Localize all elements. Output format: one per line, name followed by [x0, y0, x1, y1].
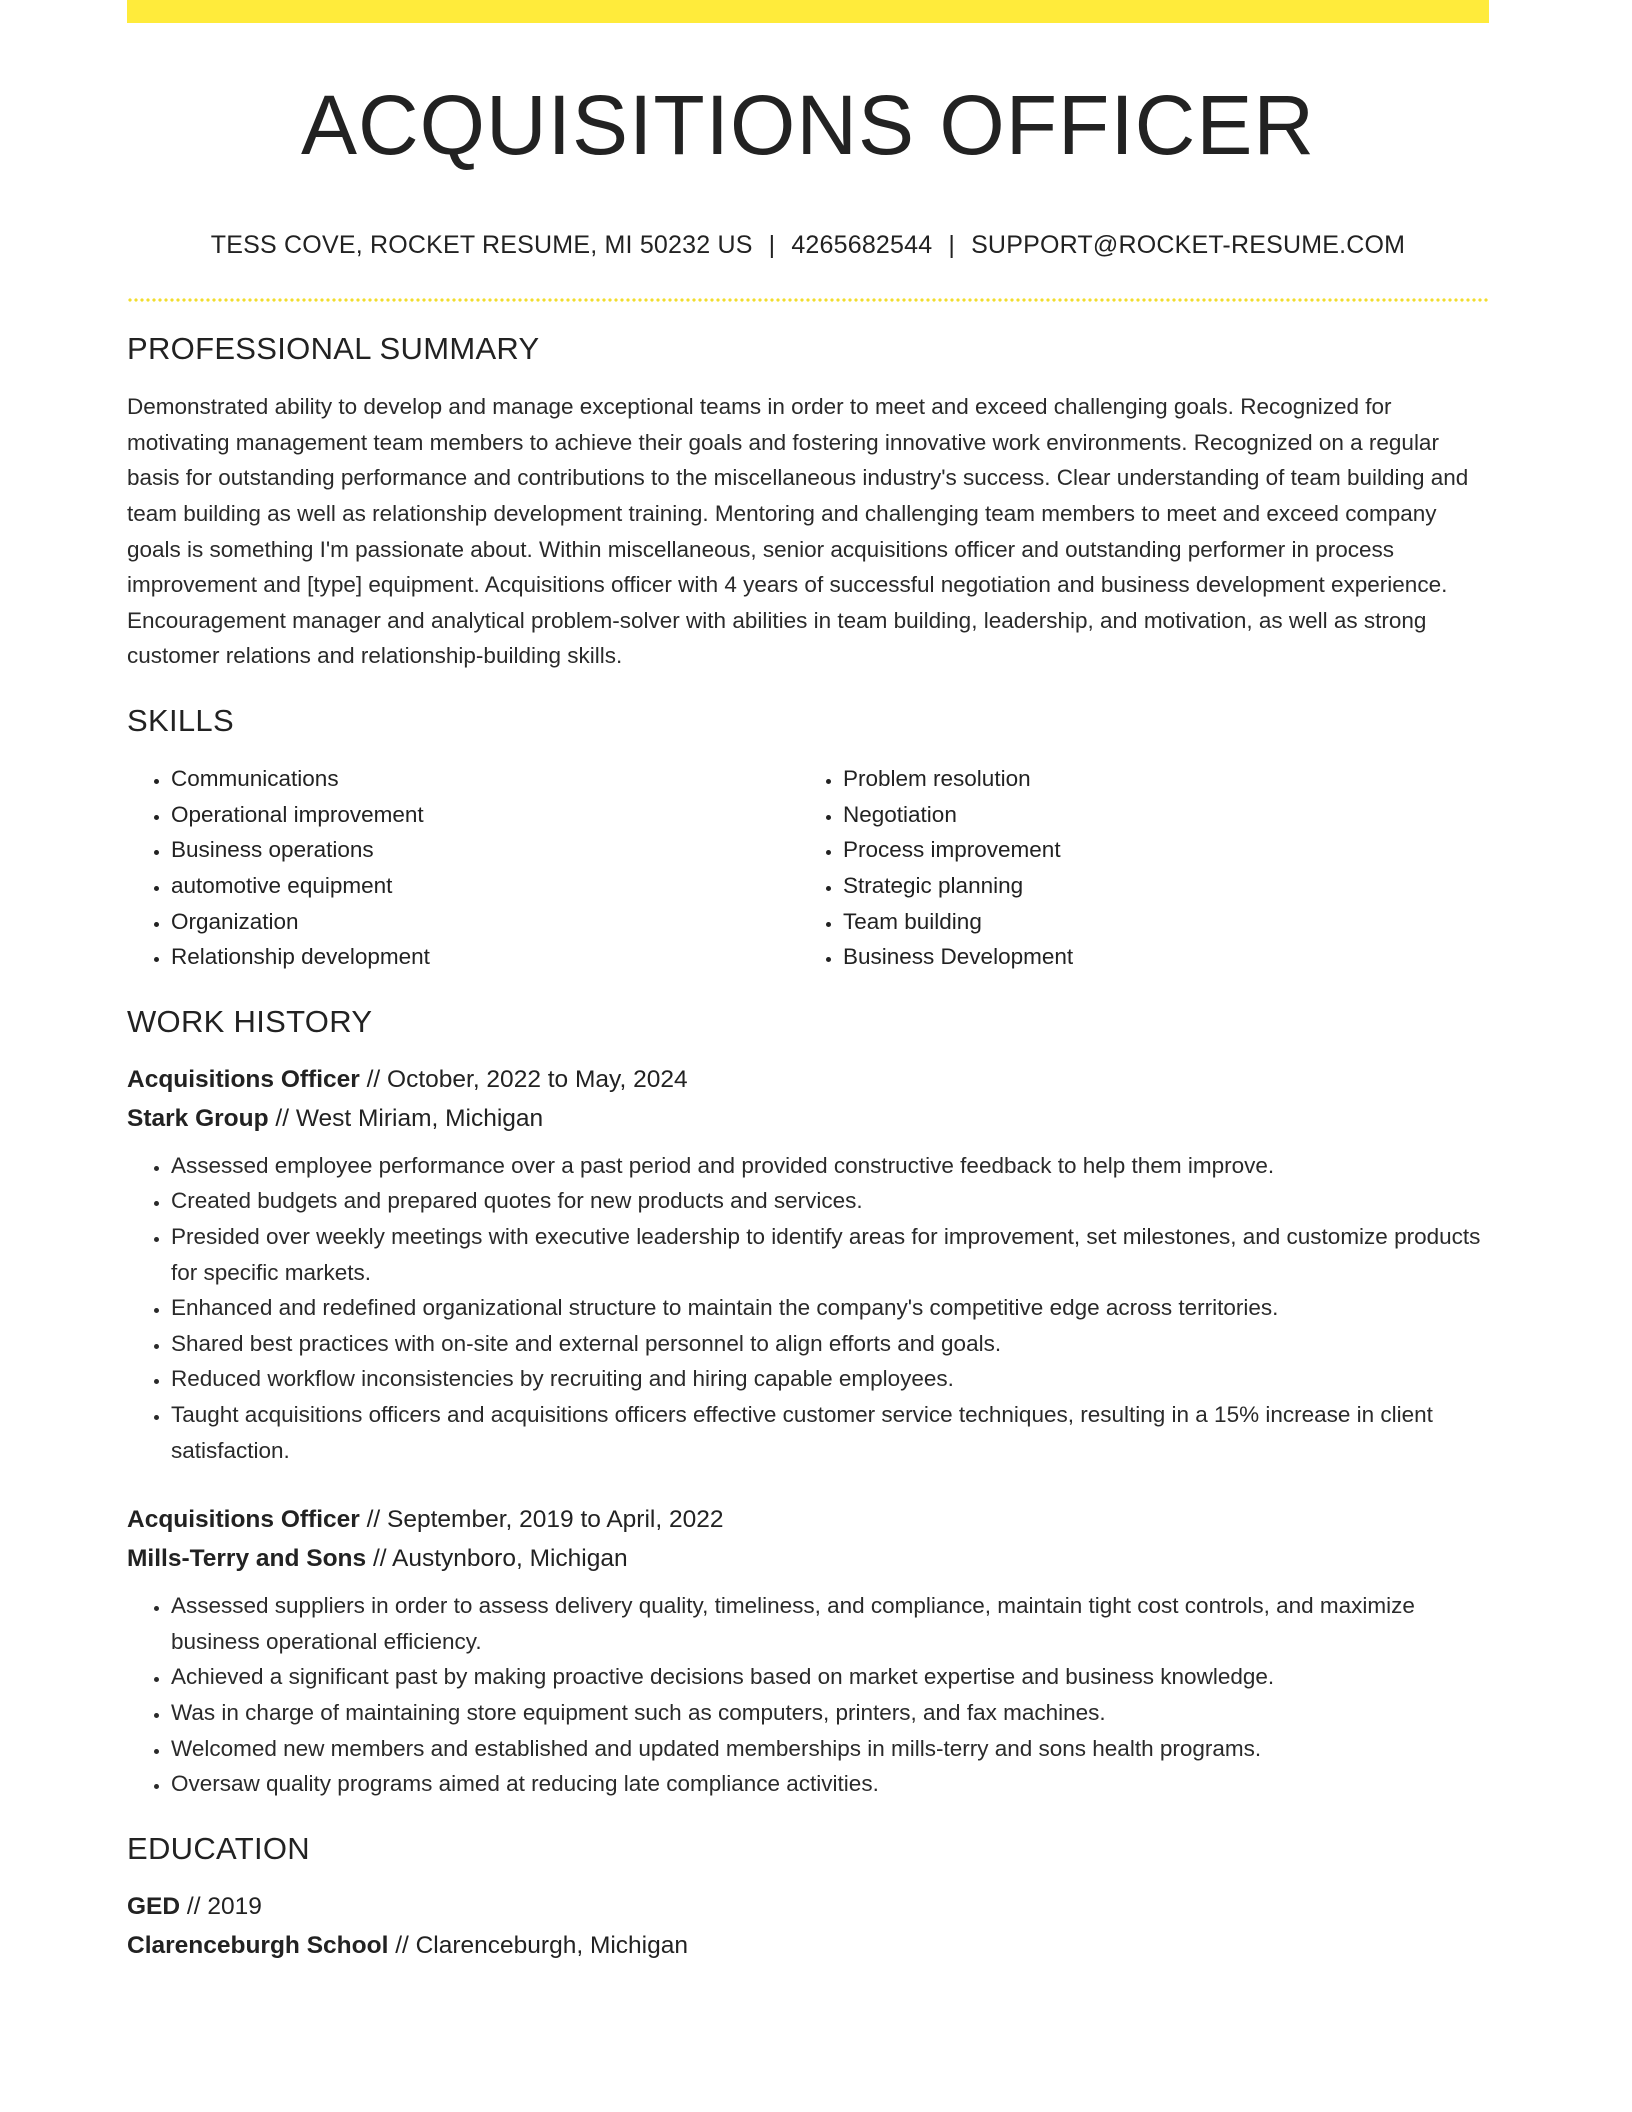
- skill-item: • Operational improvement: [171, 797, 799, 833]
- job-bullet: • Presided over weekly meetings with executive leadership to identify areas for improvement, set milestones, and customize products for specific markets.: [171, 1219, 1489, 1290]
- job-title-line: [127, 1500, 1489, 1539]
- job-title: Acquisitions Officer: [127, 1065, 360, 1093]
- skill-item: • Problem resolution: [843, 761, 1471, 797]
- school-line: [127, 1926, 1489, 1965]
- degree-year: // 2019: [180, 1892, 262, 1920]
- job-title-line: [127, 1060, 1489, 1099]
- job-bullet: • Reduced workflow inconsistencies by recruiting and hiring capable employees.: [171, 1361, 1489, 1397]
- job-bullet: • Created budgets and prepared quotes for new products and services.: [171, 1183, 1489, 1219]
- job-dates: // September, 2019 to April, 2022: [359, 1506, 724, 1534]
- education-entry: [127, 1887, 1489, 1965]
- job-bullet: • Assessed employee performance over a past period and provided constructive feedback to help them improve.: [171, 1148, 1489, 1184]
- job-company: Stark Group: [127, 1104, 269, 1132]
- skill-item: • Business Development: [843, 939, 1471, 975]
- work-history-section: [127, 1003, 1489, 1802]
- skills-column-left: [127, 761, 799, 975]
- contact-email[interactable]: SUPPORT@ROCKET-RESUME.COM: [971, 231, 1406, 259]
- education-section: [127, 1830, 1489, 1965]
- job-location: // West Miriam, Michigan: [268, 1104, 544, 1132]
- resume-title: ACQUISITIONS OFFICER: [300, 78, 1316, 172]
- summary-heading: PROFESSIONAL SUMMARY: [127, 331, 540, 366]
- skill-item: • Team building: [843, 904, 1471, 940]
- skill-item: • Business operations: [171, 832, 799, 868]
- summary-text: Demonstrated ability to develop and manage exceptional teams in order to meet and exceed challenging goals. Recognized for motivating management team members to achieve their goals and fostering innovative work environments. Recognized on a regular basis for outstanding performance and contributions to the miscellaneous industry's success. Clear understanding of team building and team building as well as relationship development training. Mentoring and challenging team members to meet and exceed company goals is something I'm passionate about. Within miscellaneous, senior acquisitions officer and outstanding performer in process improvement and [type] equipment. Acquisitions officer with 4 years of successful negotiation and business development experience. Encouragement manager and analytical problem-solver with abilities in team building, leadership, and motivation, as well as strong customer relations and relationship-building skills.: [127, 394, 1469, 669]
- degree-line: [127, 1887, 1489, 1926]
- contact-line: [127, 233, 1489, 258]
- job-bullet: • Shared best practices with on-site and external personnel to align efforts and goals.: [171, 1326, 1489, 1362]
- skill-item: • Process improvement: [843, 832, 1471, 868]
- skills-heading: SKILLS: [127, 702, 234, 738]
- contact-phone[interactable]: 4265682544: [791, 231, 933, 259]
- skill-item: • Strategic planning: [843, 868, 1471, 904]
- job-bullets: [127, 1148, 1489, 1468]
- education-heading: EDUCATION: [127, 1830, 310, 1866]
- job-bullet: • Enhanced and redefined organizational structure to maintain the company's competitive edge across territories.: [171, 1290, 1489, 1326]
- job-bullet: • Achieved a significant past by making proactive decisions based on market expertise and business knowledge.: [171, 1659, 1489, 1695]
- skill-item: • automotive equipment: [171, 868, 799, 904]
- resume-page: [127, 0, 1489, 1965]
- job-company-line: [127, 1099, 1489, 1138]
- job-entry: [127, 1500, 1489, 1802]
- job-bullets: [127, 1588, 1489, 1802]
- job-bullet: • Welcomed new members and established and updated memberships in mills-terry and sons health programs.: [171, 1731, 1489, 1767]
- job-entry: [127, 1060, 1489, 1468]
- school-name: Clarenceburgh School: [127, 1931, 389, 1959]
- contact-address: TESS COVE, ROCKET RESUME, MI 50232 US: [210, 231, 753, 259]
- job-bullet: • Was in charge of maintaining store equipment such as computers, printers, and fax machines.: [171, 1695, 1489, 1731]
- job-bullet: • Taught acquisitions officers and acquisitions officers effective customer service techniques, resulting in a 15% increase in client satisfaction.: [171, 1397, 1489, 1468]
- work-history-heading: WORK HISTORY: [127, 1003, 373, 1039]
- job-location: // Austynboro, Michigan: [366, 1545, 628, 1573]
- summary-section: [127, 330, 1489, 674]
- skills-list: [127, 761, 1489, 975]
- job-dates: // October, 2022 to May, 2024: [359, 1065, 688, 1093]
- skill-item: • Organization: [171, 904, 799, 940]
- dotted-divider: [127, 298, 1489, 302]
- job-title: Acquisitions Officer: [127, 1506, 360, 1534]
- job-company: Mills-Terry and Sons: [127, 1545, 367, 1573]
- skill-item: • Communications: [171, 761, 799, 797]
- top-accent-bar: [127, 0, 1489, 23]
- school-location: // Clarenceburgh, Michigan: [388, 1931, 688, 1959]
- skill-item: • Negotiation: [843, 797, 1471, 833]
- skills-section: [127, 702, 1489, 975]
- degree: GED: [127, 1892, 181, 1920]
- job-company-line: [127, 1539, 1489, 1578]
- job-bullet: • Assessed suppliers in order to assess delivery quality, timeliness, and compliance, maintain tight cost controls, and maximize business operational efficiency.: [171, 1588, 1489, 1659]
- contact-separator: |: [768, 231, 776, 259]
- contact-separator: |: [948, 231, 956, 259]
- job-bullet: • Oversaw quality programs aimed at reducing late compliance activities.: [171, 1766, 1489, 1802]
- skill-item: • Relationship development: [171, 939, 799, 975]
- skills-column-right: [799, 761, 1471, 975]
